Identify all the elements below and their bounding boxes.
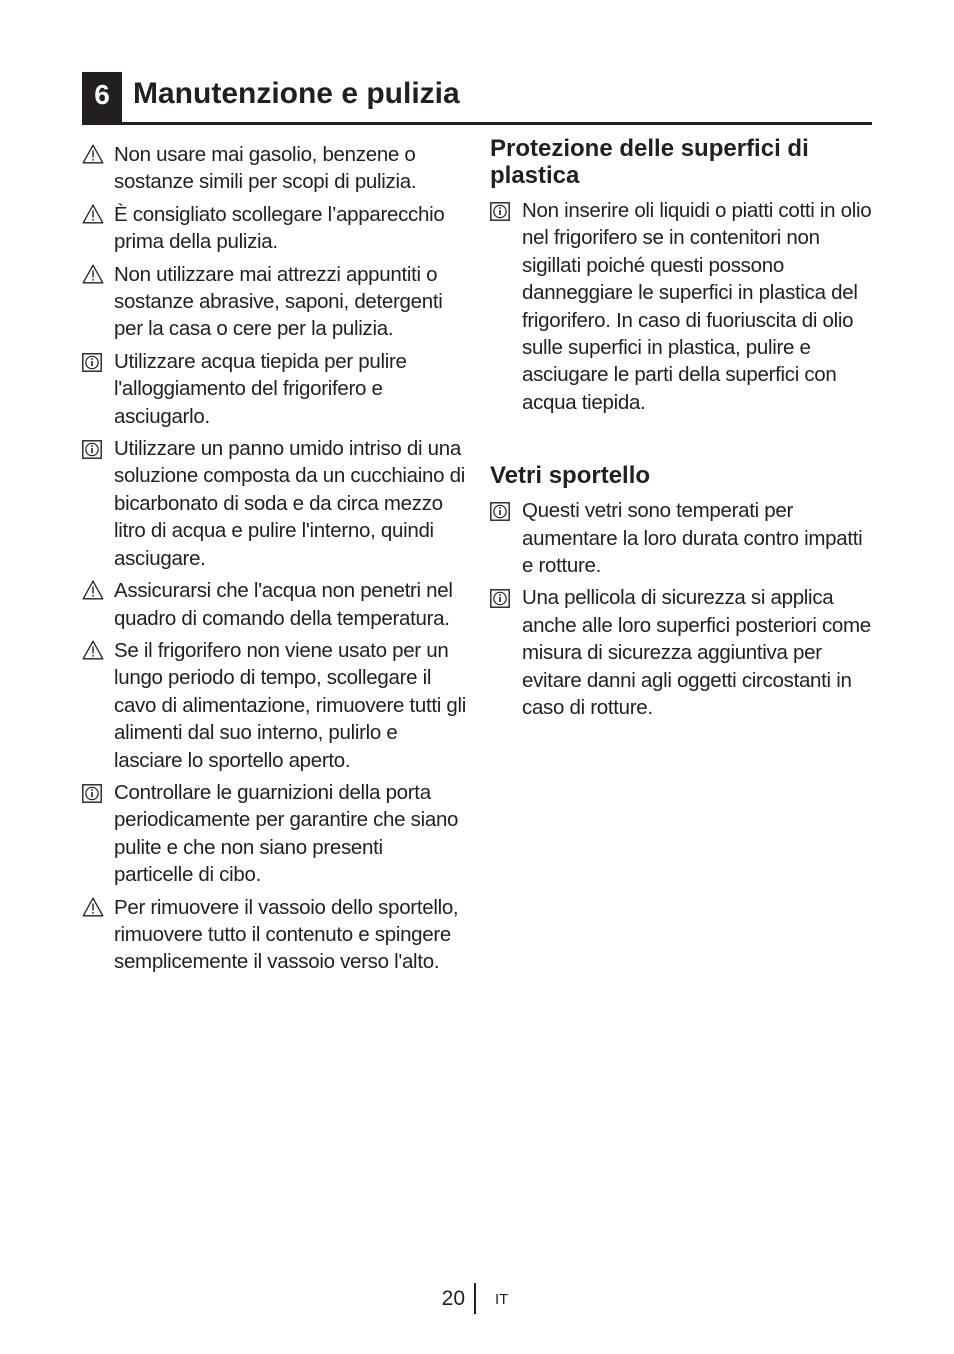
page-footer bbox=[0, 1283, 954, 1317]
list-item bbox=[490, 497, 872, 579]
list-item bbox=[490, 197, 872, 416]
list-item bbox=[82, 141, 467, 196]
list-item bbox=[82, 348, 467, 430]
list-item bbox=[82, 894, 467, 976]
info-icon bbox=[82, 348, 114, 375]
chapter-header bbox=[82, 72, 872, 125]
list-item-text: Non inserire oli liquidi o piatti cotti in olio nel frigorifero se in contenitori non sigillati poiché questi possono danneggiare le superfici in plastica del frigorifero. In caso di fuoriuscita di olio sulle superfici in plastica, pulire e asciugare le parti della superfici con acqua tiepida. bbox=[522, 199, 872, 414]
list-item-text: Se il frigorifero non viene usato per un lungo periodo di tempo, scollegare il cavo di alimentazione, rimuovere tutti gli alimenti dal suo interno, pulirlo e lasciare lo sportello aperto. bbox=[114, 638, 467, 772]
info-icon bbox=[82, 435, 114, 462]
list-item bbox=[82, 261, 467, 343]
list-item bbox=[82, 577, 467, 632]
right-column bbox=[490, 135, 872, 768]
left-column bbox=[82, 141, 467, 981]
list-item-text: Utilizzare un panno umido intriso di una soluzione composta da un cucchiaino di bicarbonato di soda e da circa mezzo litro di acqua e pulire l'interno, quindi asciugare. bbox=[114, 437, 465, 570]
footer-divider bbox=[474, 1283, 476, 1314]
list-item bbox=[82, 201, 467, 256]
warning-icon bbox=[82, 577, 114, 604]
list-item-text: Non usare mai gasolio, benzene o sostanze simili per scopi di pulizia. bbox=[114, 143, 417, 194]
list-item-text: Questi vetri sono temperati per aumentare la loro durata contro impatti e rotture. bbox=[522, 499, 863, 578]
list-item bbox=[82, 779, 467, 889]
list-item bbox=[82, 637, 467, 774]
content-section bbox=[490, 462, 872, 721]
list-item-text: Controllare le guarnizioni della porta periodicamente per garantire che siano pulite e che non siano presenti particelle di cibo. bbox=[114, 780, 459, 887]
info-icon bbox=[490, 584, 522, 611]
list-item-text: Una pellicola di sicurezza si applica anche alle loro superfici posteriori come misura di sicurezza aggiuntiva per evitare danni agli oggetti circostanti in caso di rotture. bbox=[522, 586, 871, 720]
list-item-text: Non utilizzare mai attrezzi appuntiti o sostanze abrasive, saponi, detergenti per la casa o cere per la pulizia. bbox=[114, 262, 443, 341]
chapter-title: Manutenzione e pulizia bbox=[133, 77, 460, 110]
list-item-text: Per rimuovere il vassoio dello sportello, rimuovere tutto il contenuto e spingere semplicemente il vassoio verso l'alto. bbox=[114, 895, 459, 974]
warning-icon bbox=[82, 894, 114, 921]
page-number: 20 bbox=[441, 1287, 465, 1310]
warning-icon bbox=[82, 637, 114, 664]
list-item bbox=[82, 435, 467, 572]
section-title: Protezione delle superfici di plastica bbox=[490, 135, 809, 189]
content-section bbox=[490, 135, 872, 416]
warning-icon bbox=[82, 261, 114, 288]
section-title: Vetri sportello bbox=[490, 462, 651, 490]
info-icon bbox=[82, 779, 114, 806]
warning-icon bbox=[82, 201, 114, 228]
list-item-text: Assicurarsi che l'acqua non penetri nel quadro di comando della temperatura. bbox=[114, 579, 453, 630]
info-icon bbox=[490, 497, 522, 524]
chapter-number: 6 bbox=[82, 72, 122, 122]
language-code: IT bbox=[495, 1291, 509, 1308]
list-item-text: È consigliato scollegare l’apparecchio prima della pulizia. bbox=[114, 202, 445, 254]
list-item bbox=[490, 584, 872, 721]
info-icon bbox=[490, 197, 522, 224]
warning-icon bbox=[82, 141, 114, 168]
list-item-text: Utilizzare acqua tiepida per pulire l'alloggiamento del frigorifero e asciugarlo. bbox=[114, 349, 407, 428]
